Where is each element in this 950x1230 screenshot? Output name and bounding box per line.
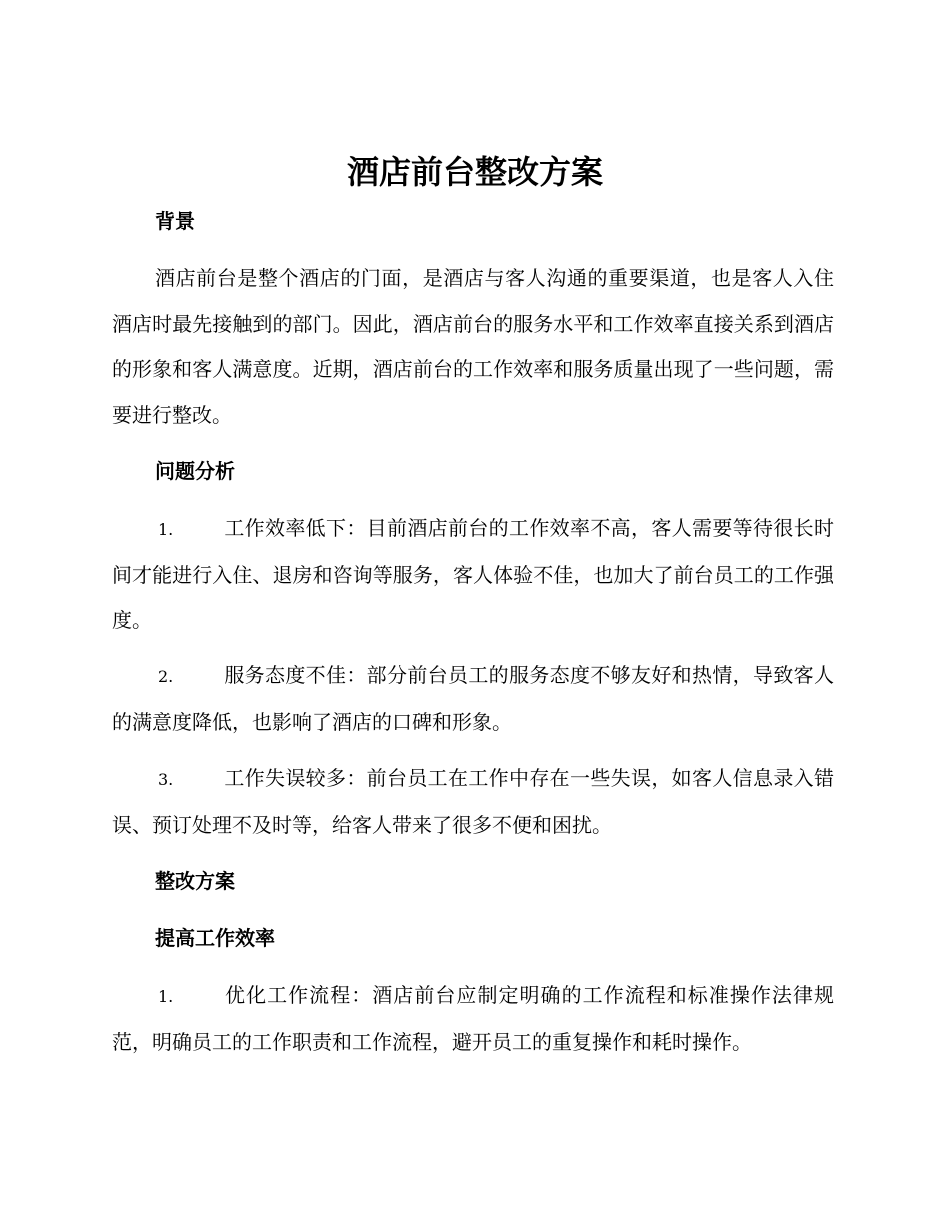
list-item-text: 工作失误较多：前台员工在工作中存在一些失误，如客人信息录入错误、预订处理不及时等，给客人带来了很多不便和困扰。 — [112, 766, 834, 837]
analysis-list-item — [112, 653, 834, 745]
analysis-list-item — [112, 506, 834, 644]
list-item-number: 1. — [158, 987, 174, 1006]
plan-list-item — [112, 973, 834, 1065]
list-item-text: 工作效率低下：目前酒店前台的工作效率不高，客人需要等待很长时间才能进行入住、退房和咨询等服务，客人体验不佳，也加大了前台员工的工作强度。 — [112, 516, 834, 632]
section-heading-analysis: 问题分析 — [155, 459, 235, 483]
list-item-number: 2. — [158, 667, 174, 686]
analysis-list-item — [112, 756, 834, 848]
list-item-number: 3. — [158, 770, 174, 789]
section-heading-background: 背景 — [155, 209, 195, 233]
document-title: 酒店前台整改方案 — [346, 153, 603, 191]
list-item-text: 优化工作流程：酒店前台应制定明确的工作流程和标准操作法律规范，明确员工的工作职责和工作流程，避开员工的重复操作和耗时操作。 — [112, 983, 834, 1054]
list-item-text: 服务态度不佳：部分前台员工的服务态度不够友好和热情，导致客人的满意度降低，也影响了酒店的口碑和形象。 — [112, 663, 834, 734]
section-heading-plan: 整改方案 — [155, 869, 235, 893]
background-paragraph: 酒店前台是整个酒店的门面，是酒店与客人沟通的重要渠道，也是客人入住酒店时最先接触到的部门。因此，酒店前台的服务水平和工作效率直接关系到酒店的形象和客人满意度。近期，酒店前台的工作效率和服务质量出现了一些问题，需要进行整改。 — [112, 266, 834, 427]
subsection-heading-efficiency: 提高工作效率 — [155, 926, 275, 950]
list-item-number: 1. — [158, 520, 174, 539]
